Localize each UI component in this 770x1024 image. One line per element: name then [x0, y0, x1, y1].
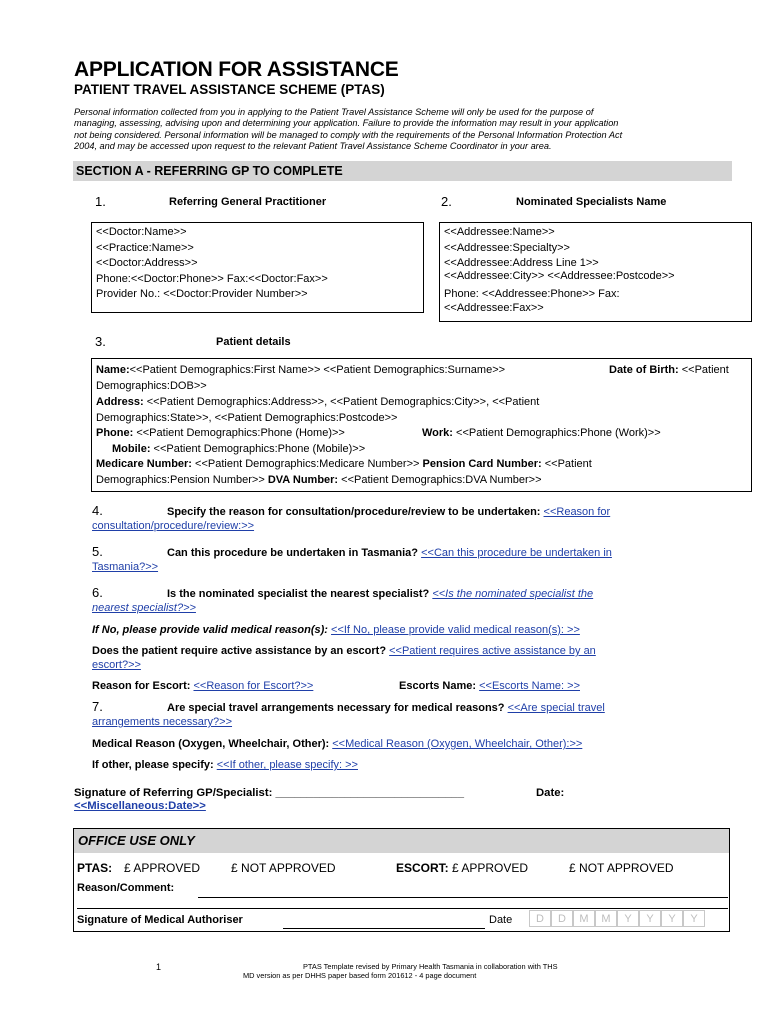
addressee-phone: Phone: <<Addressee:Phone>> Fax:	[444, 288, 620, 300]
dva-label: DVA Number:	[267, 473, 339, 486]
medical-reason-link[interactable]: <<Medical Reason (Oxygen, Wheelchair, Other):>>	[332, 738, 583, 750]
practice-name: <<Practice:Name>>	[96, 241, 194, 254]
medical-reason-label: Medical Reason (Oxygen, Wheelchair, Other):	[92, 738, 330, 750]
date-box-year[interactable]: Y	[683, 910, 705, 927]
q5-answer-link-cont[interactable]: Tasmania?>>	[92, 561, 159, 573]
medicare-row	[96, 457, 751, 473]
q7-question	[167, 702, 605, 714]
reason-comment-line-2[interactable]	[77, 907, 728, 909]
date-box-month[interactable]: M	[595, 910, 617, 927]
gp-signature-label[interactable]: Signature of Referring GP/Specialist: ______________________________	[74, 787, 464, 799]
escorts-name-link[interactable]: <<Escorts Name: >>	[479, 680, 580, 692]
form-subtitle: PATIENT TRAVEL ASSISTANCE SCHEME (PTAS)	[74, 82, 385, 97]
escort-not-approved-option[interactable]	[569, 861, 674, 875]
office-use-header: OFFICE USE ONLY	[74, 829, 729, 853]
dob-value-cont: Demographics:DOB>>	[96, 379, 207, 392]
mobile-label: Mobile:	[112, 442, 151, 455]
gp-signature-date-label: Date:	[536, 787, 565, 799]
q1-label: Referring General Practitioner	[169, 196, 327, 208]
doctor-name: <<Doctor:Name>>	[96, 226, 187, 238]
address-value: <<Patient Demographics:Address>>, <<Patient Demographics:City>>, <<Patient	[143, 396, 540, 408]
q7-answer-link[interactable]: <<Are special travel	[507, 702, 605, 714]
addressee-specialty: <<Addressee:Specialty>>	[444, 241, 570, 254]
addressee-name: <<Addressee:Name>>	[444, 226, 555, 238]
escort-question: Does the patient require active assistance by an escort?	[92, 645, 387, 657]
address-label: Address:	[96, 396, 144, 408]
q6-answer-link-cont[interactable]: nearest specialist?>>	[92, 602, 196, 614]
q7-answer-link-cont[interactable]: arrangements necessary?>>	[92, 716, 233, 728]
ptas-row	[77, 861, 112, 875]
reason-comment-line[interactable]	[198, 896, 728, 898]
escort-row	[92, 645, 596, 657]
addressee-address: <<Addressee:Address Line 1>>	[444, 257, 599, 269]
medical-authoriser-signature-line[interactable]	[283, 927, 485, 929]
escort-answer-link-cont[interactable]: escort?>>	[92, 659, 141, 671]
q5-question-text: Can this procedure be undertaken in Tasmania?	[167, 547, 419, 559]
q3-label: Patient details	[216, 336, 291, 348]
date-box-day[interactable]: D	[529, 910, 551, 927]
specialist-box[interactable]	[439, 222, 752, 322]
footer-line-1: PTAS Template revised by Primary Health Tasmania in collaboration with THS	[303, 962, 558, 971]
medical-authoriser-label: Signature of Medical Authoriser	[77, 914, 243, 926]
privacy-line: Personal information collected from you in applying to the Patient Travel Assistance Scheme will only be used for the purpose of	[74, 107, 594, 117]
patient-name-value: <<Patient Demographics:First Name>> <<Patient Demographics:Surname>>	[129, 364, 506, 376]
section-a-header: SECTION A - REFERRING GP TO COMPLETE	[73, 161, 732, 181]
q2-number: 2.	[441, 194, 452, 209]
q4-number: 4.	[92, 503, 103, 518]
reason-escort-link[interactable]: <<Reason for Escort?>>	[193, 680, 314, 692]
q3-number: 3.	[95, 334, 106, 349]
date-box-year[interactable]: Y	[639, 910, 661, 927]
name-label: Name:	[96, 364, 130, 376]
privacy-line: not being considered. Personal information will be managed to comply with the requirements of the Personal Information Protection Act	[74, 129, 623, 140]
q4-answer-link-cont[interactable]: consultation/procedure/review:>>	[92, 520, 255, 532]
q4-question	[167, 506, 610, 518]
address-value-cont: Demographics:State>>, <<Patient Demographics:Postcode>>	[96, 411, 398, 424]
page-number: 1	[156, 962, 162, 972]
address-row	[96, 395, 751, 411]
mobile-value: <<Patient Demographics:Phone (Mobile)>>	[150, 442, 366, 455]
work-label: Work:	[422, 427, 453, 439]
other-specify-link[interactable]: <<If other, please specify: >>	[216, 759, 358, 771]
addressee-city-postcode: <<Addressee:City>> <<Addressee:Postcode>>	[444, 270, 675, 282]
office-escort-label: ESCORT:	[396, 861, 449, 875]
q6-question-text: Is the nominated specialist the nearest specialist?	[167, 588, 430, 600]
checkbox-icon[interactable]: £	[124, 861, 131, 875]
dob-label: Date of Birth:	[609, 364, 679, 376]
office-date-boxes[interactable]	[529, 910, 705, 927]
gp-signature-date-value[interactable]: <<Miscellaneous:Date>>	[74, 800, 206, 812]
privacy-line: managing, assessing, advising upon and determining your application. Failure to provide the information may result in your application	[74, 118, 619, 129]
q5-answer-link[interactable]: <<Can this procedure be undertaken in	[421, 547, 612, 559]
pension-value: <<Patient	[541, 458, 592, 470]
ptas-not-approved-option[interactable]	[231, 861, 336, 875]
patient-name-row	[96, 363, 751, 379]
q7-question-text: Are special travel arrangements necessary for medical reasons?	[167, 702, 505, 714]
ifno-label: If No, please provide valid medical reason(s):	[92, 624, 328, 636]
dob-value: <<Patient	[678, 364, 729, 376]
q2-label: Nominated Specialists Name	[516, 196, 667, 208]
checkbox-icon[interactable]: £	[231, 861, 238, 875]
q4-answer-link[interactable]: <<Reason for	[543, 506, 611, 518]
medicare-value: <<Patient Demographics:Medicare Number>>	[191, 458, 423, 470]
privacy-line: 2004, and may be accessed upon request to the relevant Patient Travel Assistance Scheme Coordinator in your area.	[74, 141, 552, 152]
ptas-label: PTAS:	[77, 861, 113, 875]
escort-answer-link[interactable]: <<Patient requires active assistance by an	[389, 645, 596, 657]
ptas-approved-option[interactable]	[124, 861, 200, 875]
date-box-month[interactable]: M	[573, 910, 595, 927]
mobile-row	[96, 442, 751, 458]
doctor-provider-number: Provider No.: <<Doctor:Provider Number>>	[96, 288, 308, 300]
phone-row	[96, 426, 751, 442]
medicare-label: Medicare Number:	[96, 458, 192, 470]
ifno-answer-link[interactable]: <<If No, please provide valid medical reason(s): >>	[331, 624, 580, 636]
privacy-notice	[74, 107, 714, 153]
work-value: <<Patient Demographics:Phone (Work)>>	[452, 427, 661, 439]
reason-comment-label: Reason/Comment:	[77, 882, 175, 894]
q5-number: 5.	[92, 544, 103, 559]
ifno-row	[92, 624, 580, 636]
q4-question-text: Specify the reason for consultation/procedure/review to be undertaken:	[167, 506, 541, 518]
footer-line-2: MD version as per DHHS paper based form 201612 - 4 page document	[243, 971, 477, 980]
pension-label: Pension Card Number:	[422, 458, 542, 470]
date-box-day[interactable]: D	[551, 910, 573, 927]
reason-escort-row	[92, 680, 313, 692]
date-box-year[interactable]: Y	[617, 910, 639, 927]
date-box-year[interactable]: Y	[661, 910, 683, 927]
escort-approved-option[interactable]	[396, 861, 528, 875]
q6-question	[167, 588, 593, 600]
ptas-not-approved-label: NOT APPROVED	[241, 861, 336, 875]
dva-value: <<Patient Demographics:DVA Number>>	[338, 473, 542, 486]
escort-approved-label: APPROVED	[461, 861, 529, 875]
reason-escort-label: Reason for Escort:	[92, 680, 191, 692]
checkbox-icon[interactable]: £	[452, 861, 459, 875]
checkbox-icon[interactable]: £	[569, 861, 576, 875]
q5-question	[167, 547, 612, 559]
q6-answer-link[interactable]: <<Is the nominated specialist the	[432, 588, 594, 600]
doctor-phone-fax: Phone:<<Doctor:Phone>> Fax:<<Doctor:Fax>>	[96, 272, 328, 285]
form-title: APPLICATION FOR ASSISTANCE	[74, 58, 399, 81]
other-specify-label: If other, please specify:	[92, 759, 214, 771]
phone-value: <<Patient Demographics:Phone (Home)>>	[133, 427, 345, 439]
escort-not-approved-label: NOT APPROVED	[579, 861, 674, 875]
doctor-address: <<Doctor:Address>>	[96, 257, 198, 269]
medical-reason-row	[92, 738, 582, 750]
other-specify-row	[92, 759, 358, 771]
addressee-fax: <<Addressee:Fax>>	[444, 302, 544, 314]
office-date-label: Date	[489, 914, 513, 926]
pension-dva-row	[96, 473, 751, 489]
phone-label: Phone:	[96, 427, 134, 439]
patient-details-box[interactable]	[91, 358, 752, 492]
escorts-name-row	[399, 680, 580, 692]
q1-number: 1.	[95, 194, 106, 209]
ptas-approved-label: APPROVED	[133, 861, 201, 875]
q6-number: 6.	[92, 585, 103, 600]
escorts-name-label: Escorts Name:	[399, 680, 477, 692]
q7-number: 7.	[92, 699, 103, 714]
referring-gp-box[interactable]	[91, 222, 424, 313]
pension-value-cont: Demographics:Pension Number>>	[96, 473, 268, 486]
